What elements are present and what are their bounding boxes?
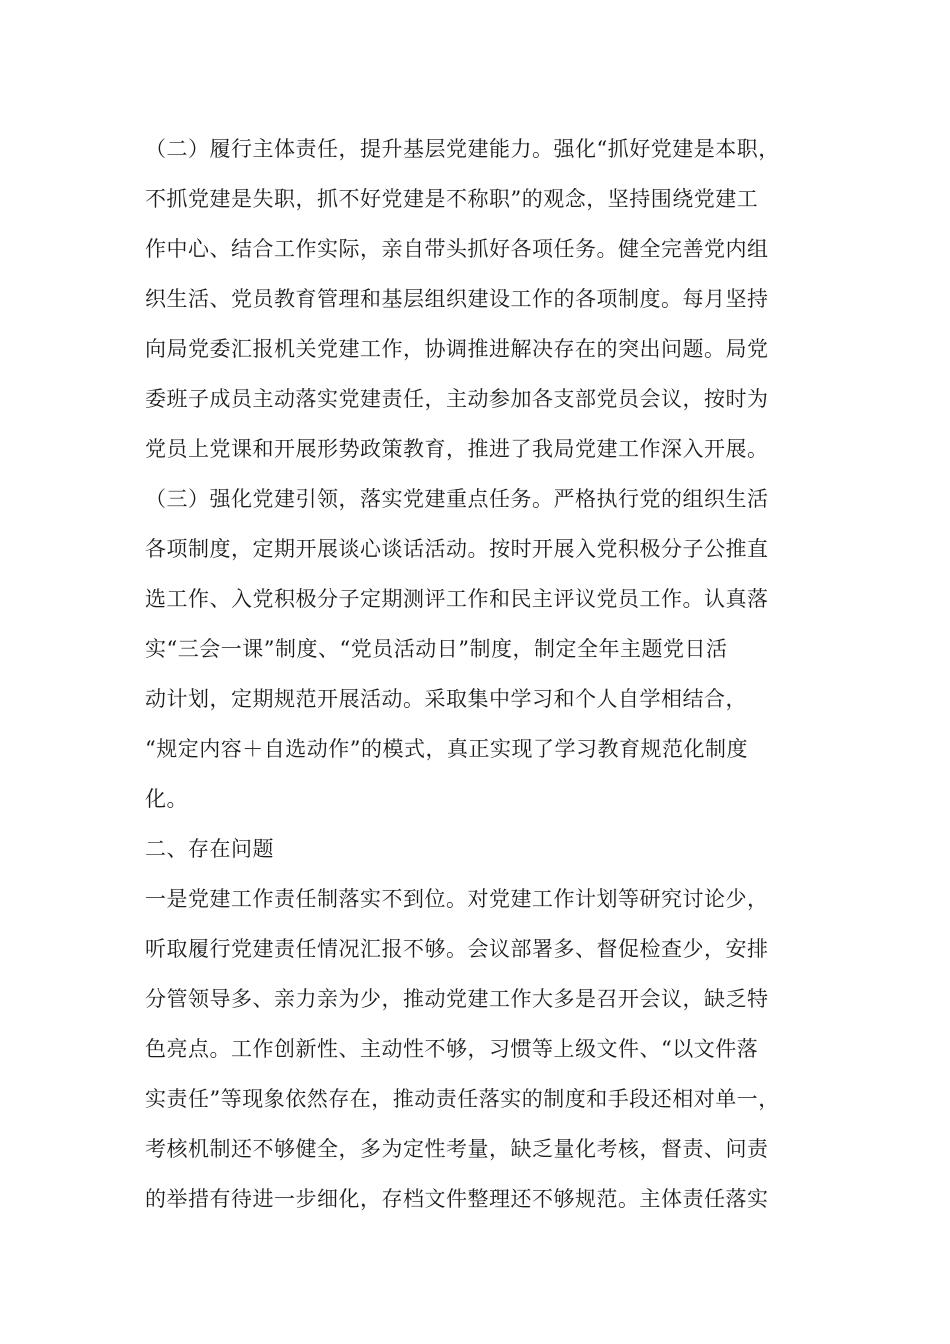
text-line-21: 考核机制还不够健全，多为定性考量，缺乏量化考核，督责、问责: [145, 1137, 769, 1161]
text-line-10: 选工作、入党积极分子定期测评工作和民主评议党员工作。认真落: [145, 587, 769, 611]
text-line-22: 的举措有待进一步细化，存档文件整理还不够规范。主体责任落实: [145, 1187, 769, 1211]
text-line-18: 分管领导多、亲力亲为少，推动党建工作大多是召开会议，缺乏特: [145, 987, 769, 1011]
text-line-17: 听取履行党建责任情况汇报不够。会议部署多、督促检查少，安排: [145, 937, 769, 961]
text-line-13: “规定内容＋自选动作”的模式，真正实现了学习教育规范化制度: [145, 737, 748, 761]
text-line-12: 动计划，定期规范开展活动。采取集中学习和个人自学相结合，: [145, 687, 747, 711]
text-line-11: 实“三会一课”制度、“党员活动日”制度，制定全年主题党日活: [145, 637, 728, 661]
text-line-7: 党员上党课和开展形势政策教育，推进了我局党建工作深入开展。: [145, 437, 769, 461]
text-line-19: 色亮点。工作创新性、主动性不够，习惯等上级文件、“以文件落: [145, 1037, 759, 1061]
section-heading: 二、存在问题: [145, 837, 274, 861]
text-line-3: 作中心、结合工作实际，亲自带头抓好各项任务。健全完善党内组: [145, 237, 769, 261]
text-line-9: 各项制度，定期开展谈心谈话活动。按时开展入党积极分子公推直: [145, 537, 769, 561]
text-line-2: 不抓党建是失职，抓不好党建是不称职”的观念，坚持围绕党建工: [145, 187, 759, 211]
text-line-1: （二）履行主体责任，提升基层党建能力。强化“抓好党建是本职，: [145, 137, 780, 161]
text-line-14: 化。: [145, 787, 188, 811]
document-body: [145, 124, 835, 1224]
text-line-5: 向局党委汇报机关党建工作，协调推进解决存在的突出问题。局党: [145, 337, 769, 361]
text-line-8: （三）强化党建引领，落实党建重点任务。严格执行党的组织生活: [145, 487, 769, 511]
text-line-20: 实责任”等现象依然存在，推动责任落实的制度和手段还相对单一，: [145, 1087, 780, 1111]
text-line-4: 织生活、党员教育管理和基层组织建设工作的各项制度。每月坚持: [145, 287, 769, 311]
text-line-16: 一是党建工作责任制落实不到位。对党建工作计划等研究讨论少，: [145, 887, 769, 911]
text-line-6: 委班子成员主动落实党建责任，主动参加各支部党员会议，按时为: [145, 387, 769, 411]
